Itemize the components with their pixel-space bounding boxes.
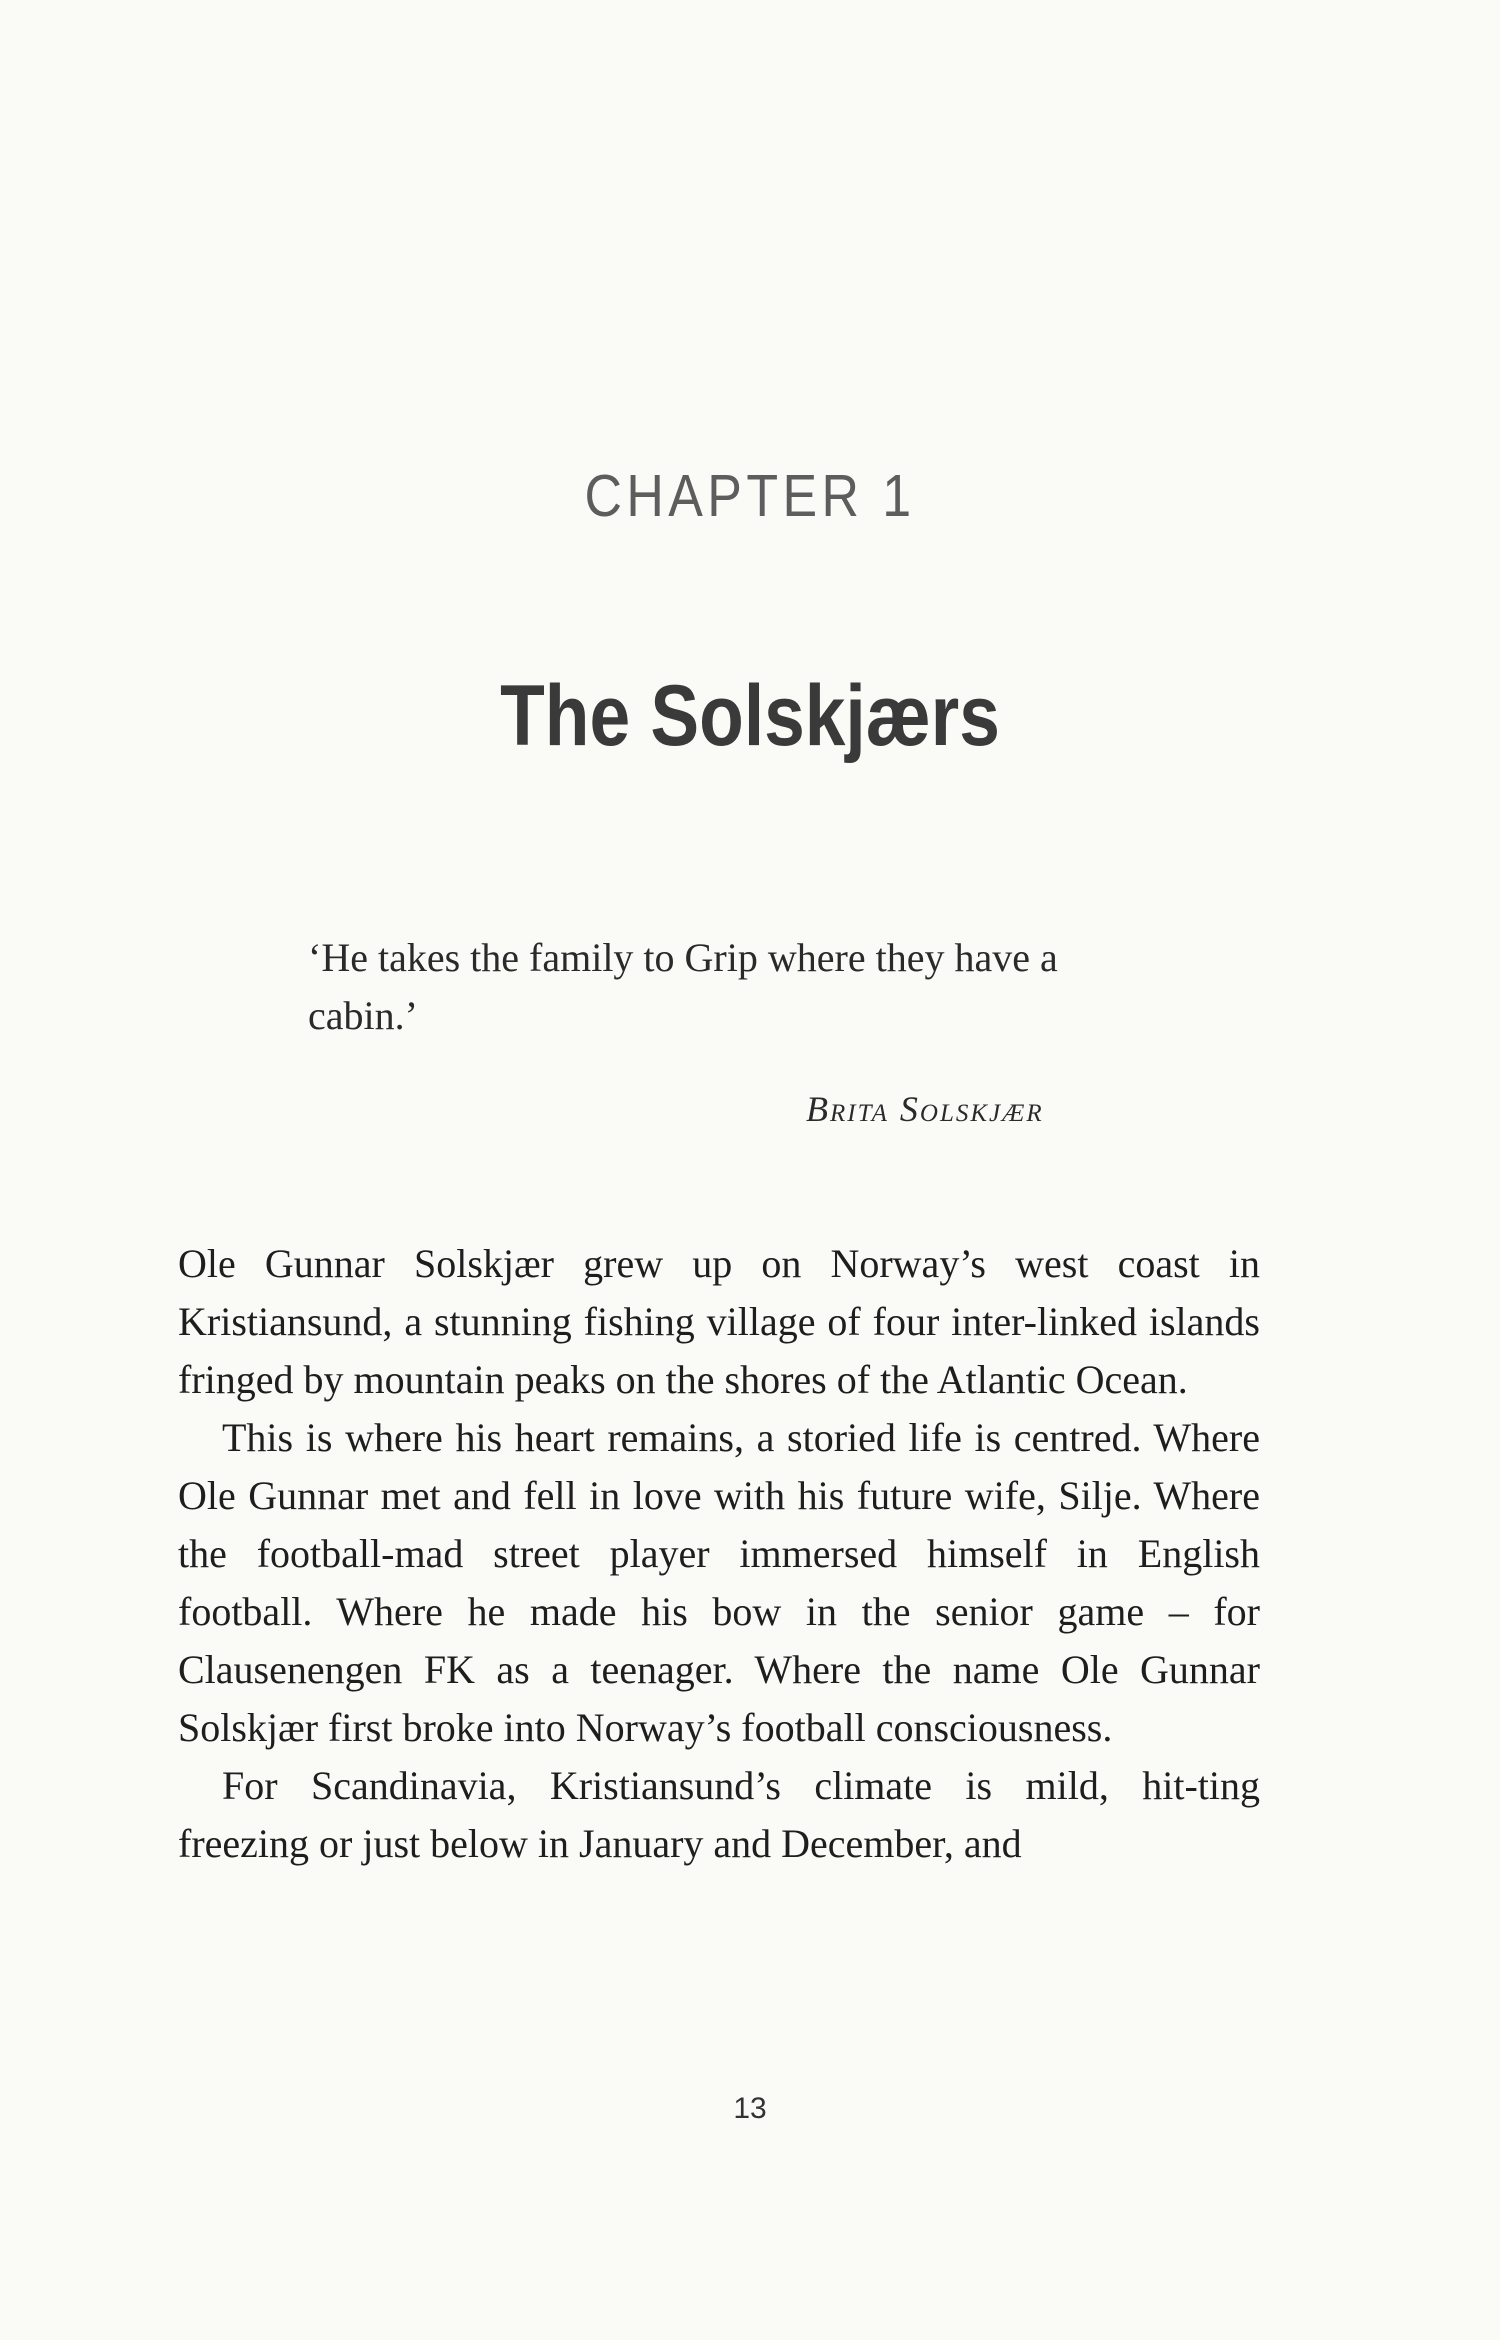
page-number: 13 xyxy=(733,2092,767,2125)
body-text xyxy=(178,1235,1260,1873)
chapter-title: The Solskjærs xyxy=(500,668,1000,764)
paragraph-3: For Scandinavia, Kristiansund’s climate is mild, hit-ting freezing or just below in January and December, and xyxy=(178,1763,1260,1866)
paragraph-2: This is where his heart remains, a storied life is centred. Where Ole Gunnar met and fell in love with his future wife, Silje. Where the football-mad street player immersed himself in English football. Where he made his bow in the senior game – for Clausenengen FK as a teenager. Where the name Ole Gunnar Solskjær first broke into Norway’s football consciousness. xyxy=(178,1415,1260,1750)
epigraph-attribution: Brita Solskjær xyxy=(806,1089,1044,1129)
epigraph-quote: ‘He takes the family to Grip where they have a cabin.’ xyxy=(308,935,1058,1038)
paragraph-1: Ole Gunnar Solskjær grew up on Norway’s west coast in Kristiansund, a stunning fishing village of four inter-linked islands fringed by mountain peaks on the shores of the Atlantic Ocean. xyxy=(178,1241,1260,1402)
chapter-label: CHAPTER 1 xyxy=(584,463,916,529)
